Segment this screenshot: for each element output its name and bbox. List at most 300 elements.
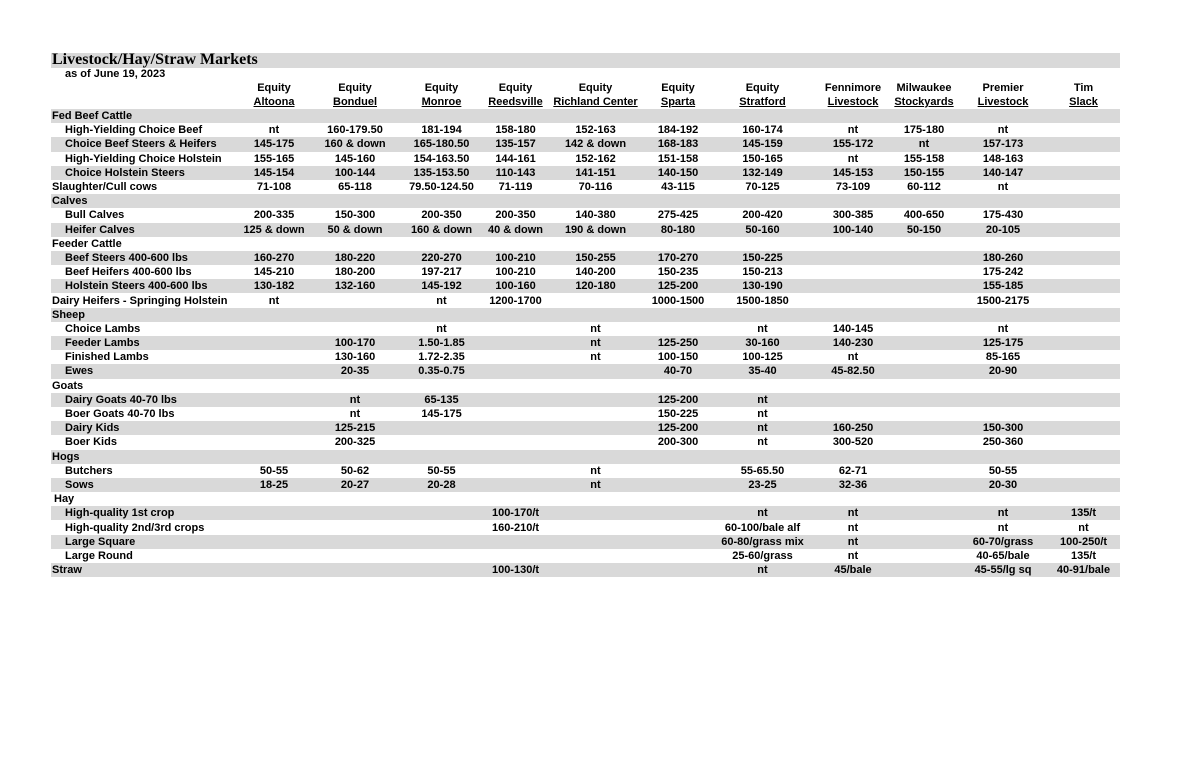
price-cell [315,379,395,393]
price-cell [817,393,889,407]
price-cell [648,237,708,251]
column-header-line1: Equity [338,82,372,94]
price-cell [233,308,315,322]
price-cell: nt [757,408,768,421]
price-cell [708,450,817,464]
price-cell: 300-520 [832,436,874,449]
price-cell [315,520,395,534]
price-cell [1047,208,1120,222]
price-cell: 18-25 [233,478,315,492]
price-cell [543,520,648,534]
price-cell: 20-30 [959,478,1047,492]
price-cell [889,435,959,449]
price-cell: 145-154 [233,166,315,180]
price-cell: 100-170/t [488,506,543,520]
price-cell [648,308,708,322]
price-cell: 40-70 [648,364,708,378]
price-cell [1047,251,1120,265]
price-cell [395,194,488,208]
price-cell: 1.50-1.85 [395,336,488,350]
row-label: Holstein Steers 400-600 lbs [51,279,233,293]
column-header-line1: Equity [424,82,459,94]
price-cell [1047,237,1120,251]
price-cell [315,308,395,322]
price-cell: nt [997,181,1009,194]
price-cell: 220-270 [395,251,488,265]
column-header-location: Altoona [253,96,295,108]
price-cell: 70-125 [745,181,780,194]
price-cell [488,393,543,407]
table-row [51,336,1120,350]
price-cell: 125 & down [233,223,315,237]
price-cell [648,322,708,336]
price-cell [817,279,889,293]
price-cell: 40-91/bale [1047,563,1120,577]
price-cell [233,407,315,421]
table-row [51,435,1120,449]
price-cell: 197-217 [421,266,462,279]
column-header-line2 [959,95,1047,109]
price-cell [648,194,708,208]
section-label: Fed Beef Cattle [51,109,233,123]
row-label: Large Round [65,549,133,562]
column-header-location: Richland Center [553,96,638,108]
price-cell [315,450,395,464]
table-row [51,478,1120,492]
table-row [51,152,1120,166]
price-cell [708,194,817,208]
price-cell [395,435,488,449]
price-cell [959,407,1047,421]
price-cell [315,492,395,506]
price-cell: nt [1078,521,1089,534]
price-cell: 100-125 [742,351,783,364]
price-cell: 140-380 [575,209,616,222]
table-row [51,506,1120,520]
price-cell [233,506,315,520]
price-cell [1047,464,1120,478]
price-cell [1047,293,1120,307]
price-cell [233,492,315,506]
price-cell [395,549,488,563]
price-cell: 50-55 [427,464,456,477]
price-cell: 20-35 [315,364,395,378]
price-cell [889,293,959,307]
price-cell [1047,336,1120,350]
column-header-location: Reedsville [488,96,543,108]
column-header-line1: Tim [1073,82,1094,94]
price-cell: 160-174 [742,124,783,137]
price-cell: 150-225 [708,251,817,265]
price-cell: 145-175 [421,408,462,421]
price-cell: nt [436,294,447,307]
table-row [51,520,1120,534]
price-cell: 180-260 [959,251,1047,265]
price-cell: 200-325 [334,436,376,449]
price-cell: 275-425 [657,209,699,222]
price-cell [959,492,1047,506]
column-header-line2 [543,95,648,109]
price-cell [233,350,315,364]
price-cell [488,450,543,464]
price-cell: 100-210 [488,251,543,265]
price-cell: nt [543,336,648,350]
section-row [51,194,1120,208]
price-cell [395,520,488,534]
price-cell: 79.50-124.50 [409,181,474,194]
section-row [51,492,1120,506]
price-cell [543,563,648,577]
column-header-location: Monroe [421,96,462,108]
price-cell [233,379,315,393]
price-cell: 158-180 [495,124,536,137]
price-cell: 170-270 [648,251,708,265]
price-cell: 35-40 [708,364,817,378]
row-label: Ewes [51,364,233,378]
price-cell [1047,421,1120,435]
section-row [51,450,1120,464]
price-cell [959,194,1047,208]
price-cell [543,109,648,123]
column-header-location: Bonduel [333,96,377,108]
price-cell: 160 & down [315,137,395,151]
column-header-location: Livestock [977,96,1029,108]
price-cell [648,563,708,577]
price-cell [488,109,543,123]
table-row [51,223,1120,237]
price-cell: 165-180.50 [395,137,488,151]
price-cell: 150-225 [657,408,699,421]
price-cell: 140-150 [648,166,708,180]
price-cell [889,393,959,407]
price-cell [488,237,543,251]
price-cell: 50-55 [259,464,289,477]
price-cell [1047,166,1120,180]
price-cell: nt [268,124,280,137]
price-cell [648,549,708,563]
price-cell [315,194,395,208]
price-cell: 120-180 [543,279,648,293]
price-cell [488,464,543,478]
price-cell [233,549,315,563]
table-row [51,393,1120,407]
price-cell: 43-115 [661,181,695,194]
price-cell: 65-118 [338,181,372,194]
price-cell: 50-150 [889,223,959,237]
price-cell: 135/t [1070,549,1097,562]
price-cell: 70-116 [578,181,613,194]
price-cell: 168-183 [648,137,708,151]
price-cell: 175-430 [982,209,1024,222]
row-label: Heifer Calves [51,223,233,237]
price-cell [233,336,315,350]
price-cell [648,492,708,506]
column-header-line2 [889,95,959,109]
price-cell: 1200-1700 [489,294,542,307]
price-cell: nt [757,436,768,449]
price-cell: nt [708,393,817,407]
price-cell: 60-80/grass mix [708,535,817,549]
price-cell [1047,492,1120,506]
price-cell: nt [847,152,859,165]
section-label: Hogs [51,450,233,464]
price-cell: nt [847,351,859,364]
price-cell [233,520,315,534]
price-cell: 100-160 [488,279,543,293]
price-cell [648,535,708,549]
table-row [51,364,1120,378]
price-cell: 148-163 [982,152,1024,165]
price-cell: 150-235 [657,266,699,279]
price-cell: 151-158 [657,152,699,165]
price-cell [889,421,959,435]
price-cell [889,251,959,265]
row-label: Feeder Lambs [51,336,233,350]
row-label: Beef Heifers 400-600 lbs [65,266,192,279]
price-cell: 180-200 [334,266,376,279]
price-cell: 132-149 [708,166,817,180]
price-cell [543,506,648,520]
price-cell [315,109,395,123]
column-header-location: Slack [1069,96,1098,108]
price-cell: 100-144 [315,166,395,180]
price-cell [1047,450,1120,464]
price-cell: nt [315,393,395,407]
price-cell [648,478,708,492]
column-header-line1: Milwaukee [896,82,952,94]
section-label: Hay [54,493,75,506]
price-cell [817,379,889,393]
price-cell: 80-180 [648,223,708,237]
table-row [51,464,1120,478]
price-cell [648,520,708,534]
price-cell [708,237,817,251]
section-label: Straw [51,563,233,577]
price-cell: 125-200 [648,393,708,407]
price-cell [315,237,395,251]
section-label: Sheep [51,308,233,322]
table-row [51,166,1120,180]
price-cell: 145-160 [334,152,376,165]
table-row [51,407,1120,421]
price-cell [1047,279,1120,293]
section-label: Goats [52,379,84,392]
price-cell [817,407,889,421]
price-cell: 250-360 [982,436,1024,449]
price-cell [543,450,648,464]
table-row [51,123,1120,137]
price-cell: 181-194 [421,124,462,137]
price-cell [488,308,543,322]
price-cell [959,308,1047,322]
table-row [51,137,1120,151]
price-cell [889,109,959,123]
price-cell: 150-165 [742,152,783,165]
price-cell: 155-185 [959,279,1047,293]
price-cell [233,450,315,464]
price-cell: 175-242 [982,266,1024,279]
price-cell: nt [436,322,447,335]
price-cell: 142 & down [543,137,648,151]
row-label: Sows [51,478,233,492]
table-row [51,208,1120,222]
price-cell: 100-140 [817,223,889,237]
price-cell [959,237,1047,251]
price-cell: 20-27 [315,478,395,492]
report-date: as of June 19, 2023 [65,68,166,80]
price-cell [233,393,315,407]
table-row [51,322,1120,336]
price-cell [488,364,543,378]
table-row [51,535,1120,549]
price-cell: 150-300 [334,209,376,222]
price-cell: 45/bale [817,563,889,577]
price-cell: nt [997,124,1009,137]
market-report-sheet [51,53,1120,577]
price-cell: 145-159 [708,137,817,151]
price-cell [889,379,959,393]
price-cell: nt [847,549,859,562]
price-cell: 100-210 [495,266,536,279]
price-cell: 73-109 [835,181,871,194]
price-cell: 152-162 [575,152,616,165]
price-cell: nt [590,464,601,477]
price-cell [1047,350,1120,364]
price-cell [959,109,1047,123]
price-cell: 150-255 [543,251,648,265]
report-title: Livestock/Hay/Straw Markets [52,51,258,68]
price-cell [889,549,959,563]
price-cell [817,251,889,265]
row-label: High-Yielding Choice Holstein [65,152,222,165]
price-cell: 130-190 [708,279,817,293]
price-cell: 154-163.50 [413,152,470,165]
row-label: Choice Holstein Steers [51,166,233,180]
price-cell [233,194,315,208]
price-cell [889,506,959,520]
row-label: Finished Lambs [65,351,149,364]
price-cell: 100-150 [657,351,699,364]
price-cell [543,535,648,549]
price-cell: 130-182 [233,279,315,293]
price-cell: nt [959,506,1047,520]
section-label: Dairy Heifers - Springing Holstein [52,294,228,307]
price-cell [889,407,959,421]
price-cell: 40 & down [488,223,543,236]
column-header-line1: Fennimore [824,82,882,94]
price-cell: 110-143 [488,166,543,180]
price-cell: 125-200 [648,279,708,293]
price-cell: nt [847,521,859,534]
price-cell: 184-192 [657,124,699,137]
price-cell [543,293,648,307]
price-cell: 155-172 [817,137,889,151]
price-cell [488,478,543,492]
price-cell: nt [817,535,889,549]
price-cell: 45-82.50 [817,364,889,378]
price-cell [889,478,959,492]
price-cell: 160-210/t [491,521,540,534]
price-cell [1047,180,1120,194]
price-cell [708,109,817,123]
price-cell [543,393,648,407]
price-cell: 125-215 [315,421,395,435]
price-cell [488,435,543,449]
price-cell: nt [268,294,280,307]
price-cell [1047,137,1120,151]
price-cell: 50-55 [988,464,1018,477]
price-cell [543,492,648,506]
price-cell: 160 & down [395,223,488,237]
price-cell [1047,364,1120,378]
price-cell [889,308,959,322]
price-cell: 50-160 [708,223,817,237]
price-cell [315,549,395,563]
row-label: Beef Steers 400-600 lbs [51,251,233,265]
price-cell [889,336,959,350]
column-header-line1: Equity [745,82,780,94]
row-label: Choice Beef Steers & Heifers [51,137,233,151]
market-price-table [51,81,1120,577]
price-cell [395,492,488,506]
price-cell: 140-145 [832,322,874,335]
price-cell: 125-175 [959,336,1047,350]
row-label: Large Square [51,535,233,549]
price-cell [395,237,488,251]
price-cell: nt [997,521,1009,534]
column-header-line2 [708,95,817,109]
price-cell [543,421,648,435]
price-cell: 45-55/lg sq [959,563,1047,577]
column-header-line2 [395,95,488,109]
price-cell [488,421,543,435]
table-row [51,549,1120,563]
price-cell: 60-112 [907,181,941,194]
price-cell [315,535,395,549]
price-cell: 160-250 [817,421,889,435]
price-cell: 135-153.50 [395,166,488,180]
price-cell: nt [847,124,859,137]
column-header-line1: Equity [578,82,613,94]
price-cell: 100-250/t [1047,535,1120,549]
price-cell [1047,265,1120,279]
price-cell: 71-119 [498,181,533,194]
column-header-line1: Equity [661,82,695,94]
price-cell: 300-385 [832,209,874,222]
price-cell [889,535,959,549]
column-header-line1: Equity [257,82,291,94]
price-cell: 150-213 [742,266,783,279]
row-label: High-Yielding Choice Beef [65,124,203,137]
price-cell: 145-192 [395,279,488,293]
price-cell [889,237,959,251]
price-cell: 1.72-2.35 [418,351,465,364]
price-cell [889,194,959,208]
column-header-line2 [233,95,315,109]
price-cell: 144-161 [495,152,536,165]
price-cell [488,350,543,364]
row-label: Boer Goats 40-70 lbs [65,408,175,421]
price-cell [233,535,315,549]
price-cell [488,322,543,336]
row-label: Boer Kids [65,436,117,449]
price-cell [543,379,648,393]
price-cell [889,350,959,364]
price-cell [1047,152,1120,166]
price-cell: nt [708,563,817,577]
column-header-location: Stockyards [894,96,954,108]
price-cell [889,322,959,336]
